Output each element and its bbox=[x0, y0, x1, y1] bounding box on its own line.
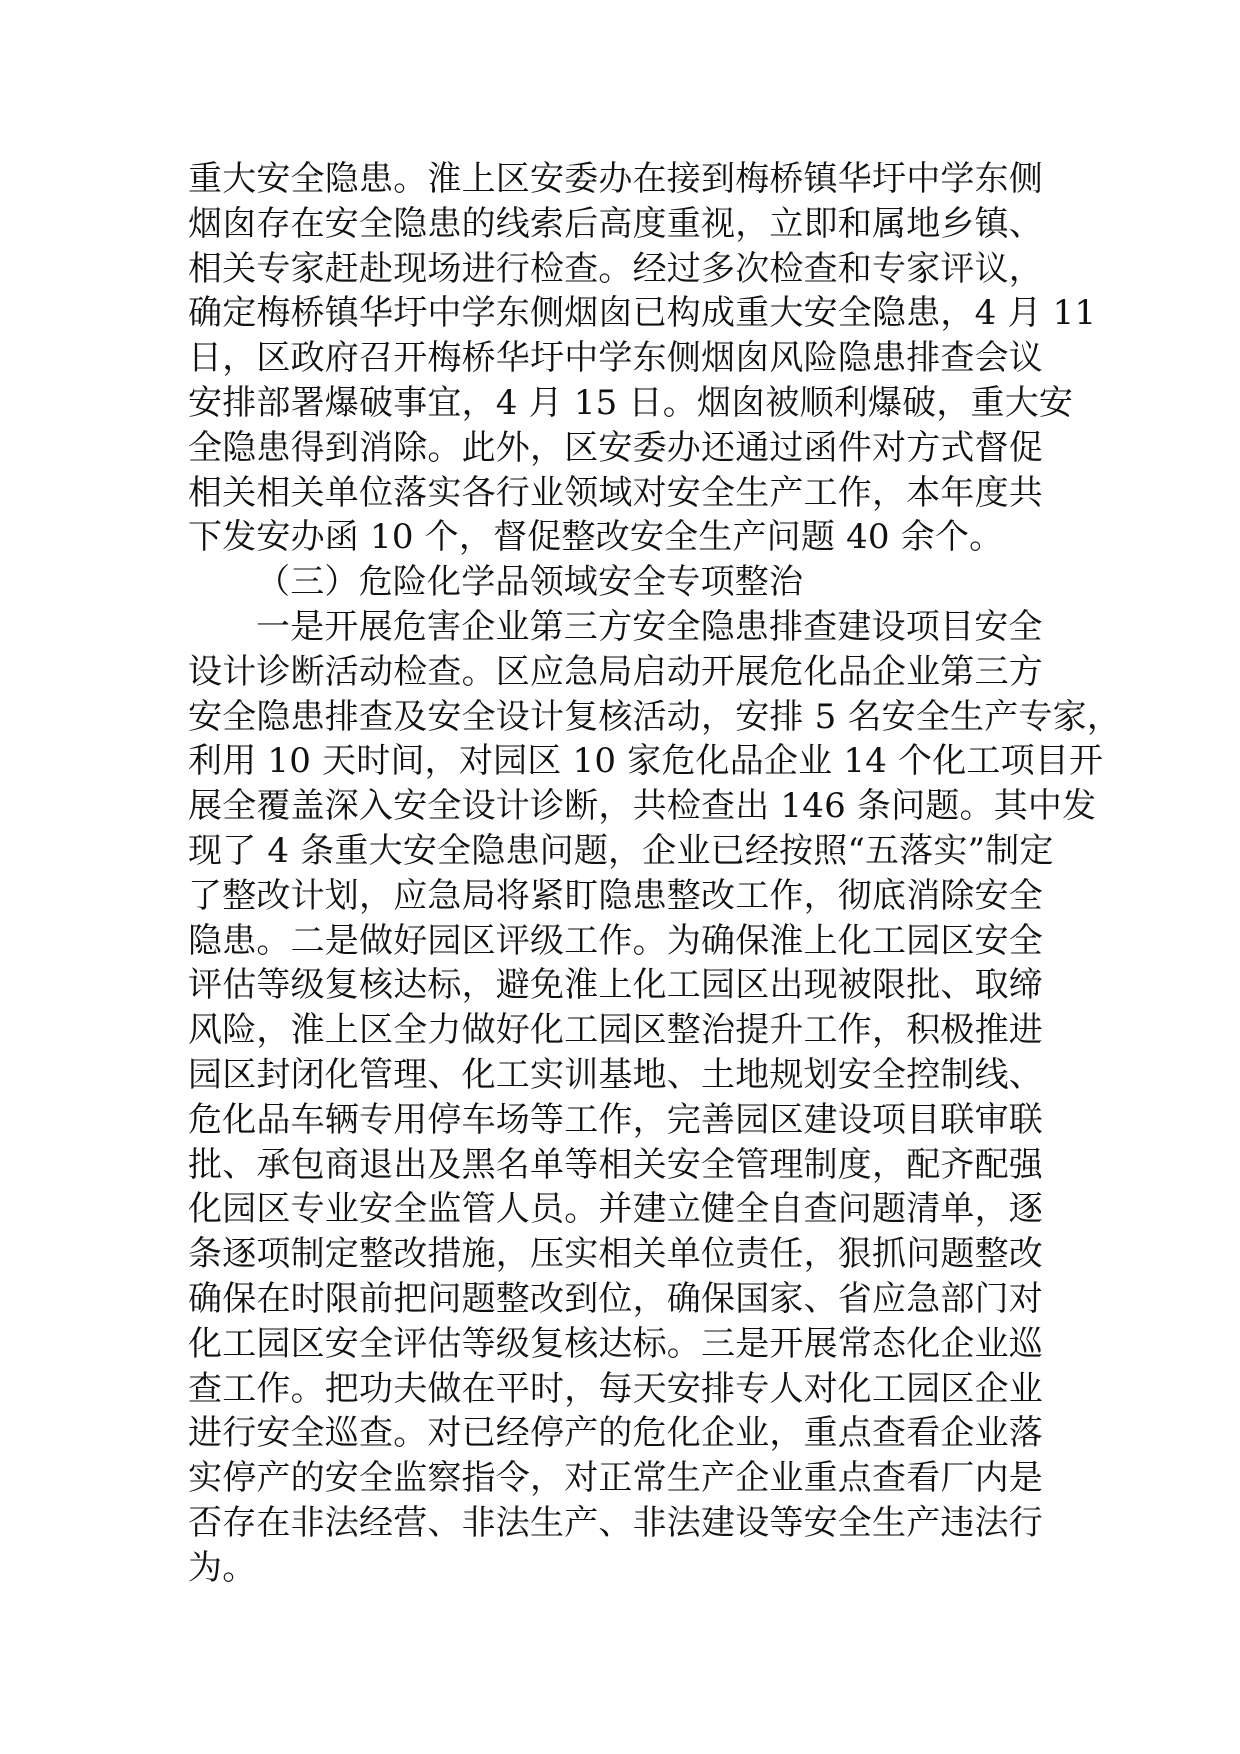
text-line: 重大安全隐患。淮上区安委办在接到梅桥镇华圩中学东侧 bbox=[188, 159, 1043, 199]
text-line: 为。 bbox=[188, 1547, 257, 1588]
text-line: 安排部署爆破事宜，4 月 15 日。烟囱被顺利爆破，重大安 bbox=[188, 382, 1074, 423]
text-line: 评估等级复核达标，避免淮上化工园区出现被限批、取缔 bbox=[188, 965, 1043, 1006]
text-line: 进行安全巡查。对已经停产的危化企业，重点查看企业落 bbox=[188, 1413, 1043, 1454]
text-line: 危化品车辆专用停车场等工作，完善园区建设项目联审联 bbox=[188, 1099, 1043, 1140]
text-line: 批、承包商退出及黑名单等相关安全管理制度，配齐配强 bbox=[188, 1144, 1043, 1185]
text-line: 确定梅桥镇华圩中学东侧烟囱已构成重大安全隐患，4 月 11 bbox=[188, 293, 1097, 334]
text-line: 烟囱存在安全隐患的线索后高度重视，立即和属地乡镇、 bbox=[188, 203, 1043, 244]
text-line: 了整改计划，应急局将紧盯隐患整改工作，彻底消除安全 bbox=[188, 875, 1043, 916]
paragraph-first-line: 一是开展危害企业第三方安全隐患排查建设项目安全 bbox=[256, 606, 1043, 647]
text-line: 条逐项制定整改措施，压实相关单位责任，狠抓问题整改 bbox=[188, 1234, 1043, 1275]
text-line: 现了 4 条重大安全隐患问题，企业已经按照“五落实”制定 bbox=[188, 830, 1054, 871]
text-line: 化工园区安全评估等级复核达标。三是开展常态化企业巡 bbox=[188, 1323, 1043, 1364]
text-line: 确保在时限前把问题整改到位，确保国家、省应急部门对 bbox=[188, 1278, 1043, 1319]
document-body bbox=[188, 157, 1122, 1591]
text-line: 日，区政府召开梅桥华圩中学东侧烟囱风险隐患排查会议 bbox=[188, 338, 1043, 379]
text-line: 全隐患得到消除。此外，区安委办还通过函件对方式督促 bbox=[188, 427, 1043, 468]
text-line: 安全隐患排查及安全设计复核活动，安排 5 名安全生产专家， bbox=[188, 696, 1122, 737]
section-heading: （三）危险化学品领域安全专项整治 bbox=[256, 562, 804, 603]
text-line: 园区封闭化管理、化工实训基地、土地规划安全控制线、 bbox=[188, 1054, 1043, 1095]
text-line: 查工作。把功夫做在平时，每天安排专人对化工园区企业 bbox=[188, 1368, 1043, 1409]
text-line: 相关专家赶赴现场进行检查。经过多次检查和专家评议， bbox=[188, 248, 1043, 289]
text-line: 设计诊断活动检查。区应急局启动开展危化品企业第三方 bbox=[188, 651, 1043, 692]
text-line: 相关相关单位落实各行业领域对安全生产工作，本年度共 bbox=[188, 472, 1043, 513]
text-line: 下发安办函 10 个，督促整改安全生产问题 40 余个。 bbox=[188, 517, 1004, 558]
text-line: 实停产的安全监察指令，对正常生产企业重点查看厂内是 bbox=[188, 1458, 1043, 1499]
text-line: 否存在非法经营、非法生产、非法建设等安全生产违法行 bbox=[188, 1502, 1043, 1543]
text-line: 利用 10 天时间，对园区 10 家危化品企业 14 个化工项目开 bbox=[188, 741, 1104, 782]
text-line: 化园区专业安全监管人员。并建立健全自查问题清单，逐 bbox=[188, 1189, 1043, 1230]
text-line: 风险，淮上区全力做好化工园区整治提升工作，积极推进 bbox=[188, 1010, 1043, 1051]
text-line: 展全覆盖深入安全设计诊断，共检查出 146 条问题。其中发 bbox=[188, 786, 1097, 827]
text-line: 隐患。二是做好园区评级工作。为确保淮上化工园区安全 bbox=[188, 920, 1043, 961]
